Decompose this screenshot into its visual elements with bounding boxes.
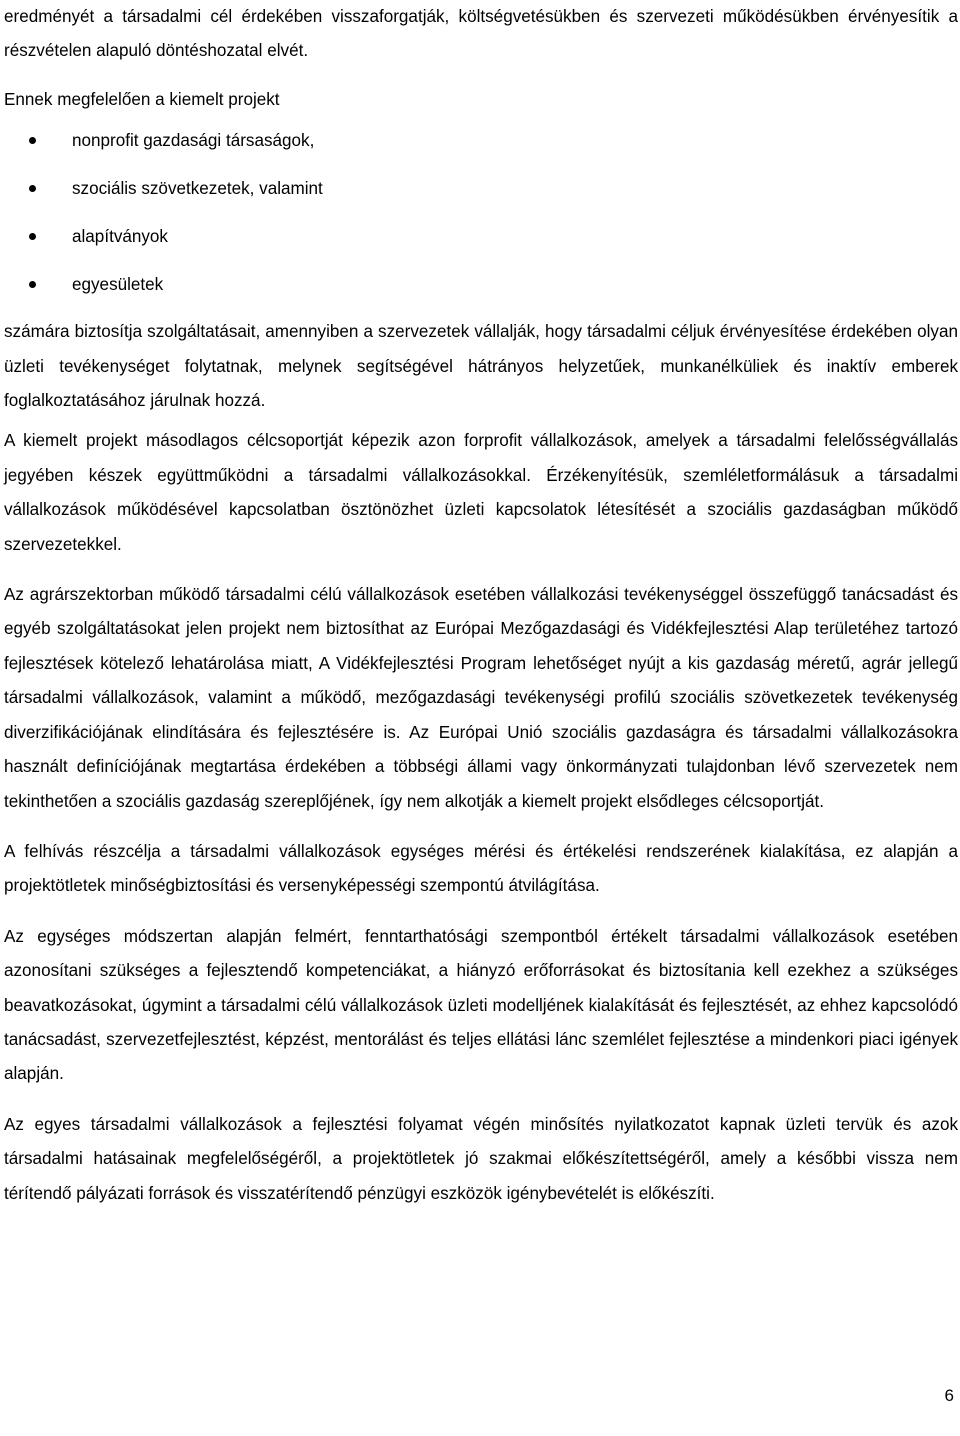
list-item-text: szociális szövetkezetek, valamint (72, 179, 323, 199)
bullet-icon (29, 137, 36, 144)
paragraph-after-list: számára biztosítja szolgáltatásait, amennyiben a szervezetek vállalják, hogy társadalmi céljuk érvényesítése érdekében olyan üzleti tevékenységet folytatnak, melynek segítségével hátrányos helyzetűek, munkanélküliek és inaktív emberek foglalkoztatásához járulnak hozzá. (4, 322, 958, 411)
paragraph-egyseges: Az egységes módszertan alapján felmért, fenntarthatósági szempontból értékelt társadalmi vállalkozások esetében azonosítani szükséges a fejlesztendő kompetenciákat, a hiányzó erőforrásokat és biztosítania kell ezekhez a szükséges beavatkozásokat, úgymint a társadalmi célú vállalkozások üzleti modelljének kialakítását és fejlesztését, az ehhez kapcsolódó tanácsadást, szervezetfejlesztést, képzést, mentorálást és teljes ellátási lánc szemlélet fejlesztése a mindenkori piaci igények alapján. (4, 926, 958, 1084)
list-item (4, 213, 958, 261)
paragraph-continuation: eredményét a társadalmi cél érdekében visszaforgatják, költségvetésükben és szervezeti működésükben érvényesítik a részvételen alapuló döntéshozatal elvét. (4, 7, 958, 61)
page-number: 6 (944, 1386, 954, 1405)
target-group-list (4, 117, 958, 309)
list-item-text: nonprofit gazdasági társaságok, (72, 131, 315, 151)
bullet-icon (29, 233, 36, 240)
paragraph-agrar: Az agrárszektorban működő társadalmi célú vállalkozások esetében vállalkozási tevékenységgel összefüggő tanácsadást és egyéb szolgáltatásokat jelen projekt nem biztosíthat az Európai Mezőgazdasági és Vidékfejlesztési Alap területéhez tartozó fejlesztések kötelező lehatárolása miatt, A Vidékfejlesztési Program lehetőséget nyújt a kis gazdaság méretű, agrár jellegű társadalmi vállalkozások, valamint a működő, mezőgazdasági tevékenységi profilú szociális szövetkezetek tevékenység diverzifikációjának elindítására és fejlesztésére is. Az Európai Unió szociális gazdaságra és társadalmi vállalkozásokra használt definíciójának megtartása érdekében a többségi állami vagy önkormányzati tulajdonban lévő szervezetek nem tekinthetően a szociális gazdaság szereplőjének, így nem alkotják a kiemelt projekt elsődleges célcsoportját. (4, 585, 958, 811)
paragraph-secondary-target: A kiemelt projekt másodlagos célcsoportját képezik azon forprofit vállalkozások, amelyek a társadalmi felelősségvállalás jegyében készek együttműködni a társadalmi vállalkozásokkal. Érzékenyítésük, szemléletformálásuk a társadalmi vállalkozások működésével kapcsolatban ösztönözhet üzleti kapcsolatok létesítését a szociális gazdaságban működő szervezetekkel. (4, 431, 958, 554)
list-item-text: alapítványok (72, 227, 168, 247)
paragraph-intro: Ennek megfelelően a kiemelt projekt (4, 89, 280, 109)
list-item (4, 165, 958, 213)
list-item (4, 261, 958, 309)
list-item (4, 117, 958, 165)
paragraph-felhivas: A felhívás részcélja a társadalmi vállalkozások egységes mérési és értékelési rendszerének kialakítása, ez alapján a projektötletek minőségbiztosítási és versenyképességi szempontú átvilágítása. (4, 841, 958, 896)
paragraph-egyes: Az egyes társadalmi vállalkozások a fejlesztési folyamat végén minősítés nyilatkozatot kapnak üzleti tervük és azok társadalmi hatásainak megfelelőségéről, a projektötletek jó szakmai előkészítettségéről, amely a későbbi vissza nem térítendő pályázati források és visszatérítendő pénzügyi eszközök igénybevételét is előkészíti. (4, 1114, 958, 1203)
bullet-icon (29, 185, 36, 192)
bullet-icon (29, 281, 36, 288)
list-item-text: egyesületek (72, 275, 164, 295)
document-page (4, 0, 958, 1211)
